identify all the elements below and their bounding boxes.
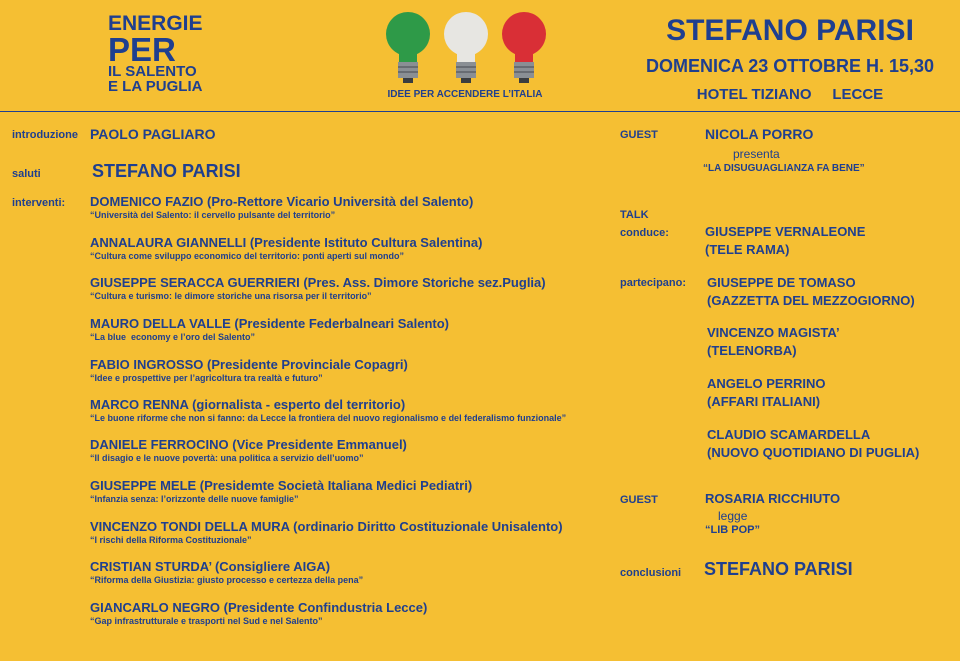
speaker-topic: “Università del Salento: il cervello pulsante del territorio” [90, 210, 336, 220]
guest-name: NICOLA PORRO [705, 126, 814, 142]
speaker-name: VINCENZO TONDI DELLA MURA (ordinario Diritto Costituzionale Unisalento) [90, 519, 563, 534]
speaker-item [90, 357, 408, 383]
speaker-item [90, 235, 482, 261]
participant-name: GIUSEPPE DE TOMASO [707, 275, 856, 290]
speaker-topic: “Le buone riforme che non si fanno: da Lecce la frontiera del nuovo regionalismo e del federalismo funzionale” [90, 413, 567, 423]
participant-item [707, 427, 919, 460]
event-logo [108, 14, 208, 94]
speaker-item [90, 275, 546, 301]
talk-label: TALK [620, 209, 649, 221]
speaker-topic: “Cultura come sviluppo economico del territorio: ponti aperti sul mondo” [90, 251, 405, 261]
speaker-name: DOMENICO FAZIO (Pro-Rettore Vicario Università del Salento) [90, 194, 474, 209]
speaker-name: GIUSEPPE SERACCA GUERRIERI (Pres. Ass. Dimore Storiche sez.Puglia) [90, 275, 546, 290]
logo-line-3: IL SALENTO [108, 63, 197, 81]
speaker-item [90, 478, 472, 504]
speaker-topic: “Il disagio e le nuove povertà: una politica a servizio dell’uomo” [90, 453, 364, 463]
header-divider [0, 111, 960, 112]
participant-item [707, 376, 825, 409]
speaker-name: MARCO RENNA (giornalista - esperto del territorio) [90, 397, 406, 412]
event-date: DOMENICA 23 OTTOBRE H. 15,30 [645, 56, 935, 76]
speaker-name: GIANCARLO NEGRO (Presidente Confindustria Lecce) [90, 600, 428, 615]
conclusioni-label: conclusioni [620, 567, 682, 579]
speaker-topic: “La blue economy e l’oro del Salento” [90, 332, 256, 342]
speaker-item [90, 437, 407, 463]
speaker-topic: “Cultura e turismo: le dimore storiche una risorsa per il territorio” [90, 291, 372, 301]
speaker-item [90, 519, 563, 545]
participant-org: (AFFARI ITALIANI) [707, 394, 821, 409]
white-bulb-icon [444, 12, 488, 83]
conduce-label: conduce: [620, 227, 669, 239]
speaker-item [90, 559, 363, 585]
speaker-name: MAURO DELLA VALLE (Presidente Federbalneari Salento) [90, 316, 449, 331]
guest-verb: presenta [733, 147, 780, 161]
speaker-topic: “Idee e prospettive per l’agricoltura tra realtà e futuro” [90, 373, 323, 383]
conclusioni-name: STEFANO PARISI [704, 559, 853, 579]
lightbulbs-illustration [384, 8, 556, 86]
speaker-name: FABIO INGROSSO (Presidente Provinciale Copagri) [90, 357, 408, 372]
speaker-item [90, 194, 473, 220]
intro-label: introduzione [12, 129, 78, 141]
partecipano-label: partecipano: [620, 277, 687, 289]
logo-line-1: ENERGIE [108, 12, 203, 35]
event-venue: HOTEL TIZIANO LECCE [696, 86, 884, 103]
event-title: STEFANO PARISI [666, 14, 914, 47]
guest-verb: legge [718, 509, 748, 523]
tagline: IDEE PER ACCENDERE L’ITALIA [387, 89, 543, 100]
red-bulb-icon [502, 12, 546, 83]
green-bulb-icon [386, 12, 430, 83]
guest-label: GUEST [620, 129, 658, 141]
saluti-name: STEFANO PARISI [92, 161, 241, 181]
speaker-item [90, 600, 427, 626]
intro-name: PAOLO PAGLIARO [90, 126, 216, 142]
speaker-item [90, 316, 449, 342]
speaker-name: DANIELE FERROCINO (Vice Presidente Emmanuel) [90, 437, 407, 452]
speaker-topic: “Gap infrastrutturale e trasporti nel Sud e nel Salento” [90, 616, 323, 626]
speaker-topic: “Infanzia senza: l’orizzonte delle nuove famiglie” [90, 494, 299, 504]
guest-name: ROSARIA RICCHIUTO [705, 491, 841, 506]
reading-title: “LIB POP” [705, 524, 761, 536]
speaker-item [90, 397, 566, 423]
interventi-label: interventi: [12, 197, 66, 209]
participant-name: CLAUDIO SCAMARDELLA [707, 427, 871, 442]
speaker-name: CRISTIAN STURDA’ (Consigliere AIGA) [90, 559, 331, 574]
participant-item [707, 325, 840, 358]
moderator-name: GIUSEPPE VERNALEONE [705, 224, 866, 239]
logo-line-2: PER [108, 30, 176, 68]
saluti-label: saluti [12, 168, 41, 180]
speaker-topic: “I rischi della Riforma Costituzionale” [90, 535, 252, 545]
participant-org: (GAZZETTA DEL MEZZOGIORNO) [707, 293, 915, 308]
moderator-org: (TELE RAMA) [705, 242, 790, 257]
speaker-topic: “Riforma della Giustizia: giusto processo e certezza della pena” [90, 575, 364, 585]
speaker-name: GIUSEPPE MELE (Presidemte Società Italiana Medici Pediatri) [90, 478, 473, 493]
book-title: “LA DISUGUAGLIANZA FA BENE” [703, 163, 865, 174]
speaker-name: ANNALAURA GIANNELLI (Presidente Istituto Cultura Salentina) [90, 235, 483, 250]
participant-item [707, 275, 915, 308]
guest-label: GUEST [620, 494, 658, 506]
participant-org: (NUOVO QUOTIDIANO DI PUGLIA) [707, 445, 920, 460]
participant-name: VINCENZO MAGISTA’ [707, 325, 840, 340]
participant-org: (TELENORBA) [707, 343, 797, 358]
participant-name: ANGELO PERRINO [707, 376, 826, 391]
logo-line-4: E LA PUGLIA [108, 77, 203, 95]
